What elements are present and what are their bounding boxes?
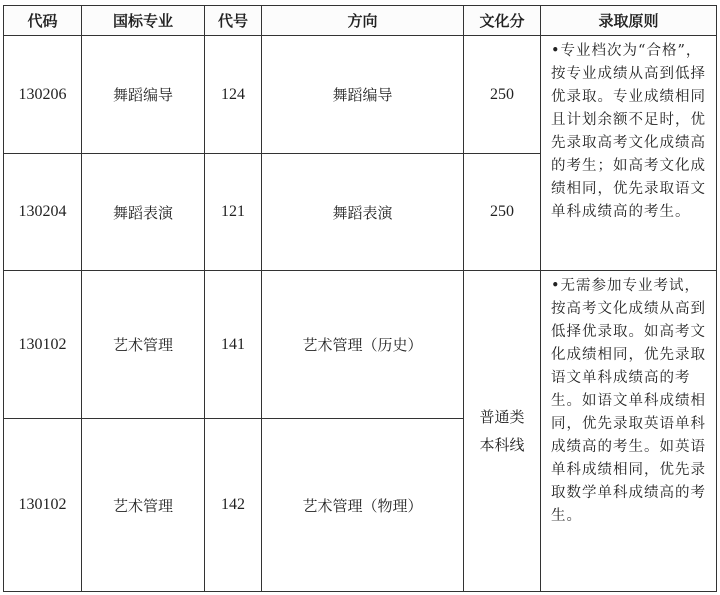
table-row <box>4 271 717 419</box>
cell-code: 130206 <box>4 36 82 154</box>
cell-major: 艺术管理 <box>82 271 205 419</box>
header-code: 代码 <box>4 6 82 36</box>
cell-major: 艺术管理 <box>82 419 205 592</box>
header-major: 国标专业 <box>82 6 205 36</box>
header-rule: 录取原则 <box>541 6 717 36</box>
cell-direction: 艺术管理（历史） <box>262 271 464 419</box>
cell-score: 250 <box>464 36 541 154</box>
header-direction: 方向 <box>262 6 464 36</box>
header-num: 代号 <box>205 6 262 36</box>
cell-major: 舞蹈表演 <box>82 154 205 271</box>
cell-num: 142 <box>205 419 262 592</box>
cell-score-shared <box>464 271 541 592</box>
cell-direction: 艺术管理（物理） <box>262 419 464 592</box>
cell-num: 124 <box>205 36 262 154</box>
cell-code: 130102 <box>4 419 82 592</box>
cell-num: 121 <box>205 154 262 271</box>
cell-rule-1: •专业档次为“合格”，按专业成绩从高到低择优录取。专业成绩相同且计划余额不足时，优先录取高考文化成绩高的考生；如高考文化成绩相同，优先录取语文单科成绩高的考生。 <box>541 36 717 271</box>
header-score: 文化分 <box>464 6 541 36</box>
cell-rule-2: •无需参加专业考试，按高考文化成绩从高到低择优录取。如高考文化成绩相同，优先录取语文单科成绩高的考生。如语文单科成绩相同，优先录取英语单科成绩高的考生。如英语单科成绩相同，优先录取数学单科成绩高的考生。 <box>541 271 717 592</box>
cell-major: 舞蹈编导 <box>82 36 205 154</box>
cell-code: 130102 <box>4 271 82 419</box>
admission-table <box>3 5 717 592</box>
cell-score: 250 <box>464 154 541 271</box>
header-row <box>4 6 717 36</box>
cell-direction: 舞蹈表演 <box>262 154 464 271</box>
table-row <box>4 36 717 154</box>
cell-direction: 舞蹈编导 <box>262 36 464 154</box>
cell-code: 130204 <box>4 154 82 271</box>
cell-num: 141 <box>205 271 262 419</box>
shared-score-text: 普通类本科线 <box>479 408 525 454</box>
